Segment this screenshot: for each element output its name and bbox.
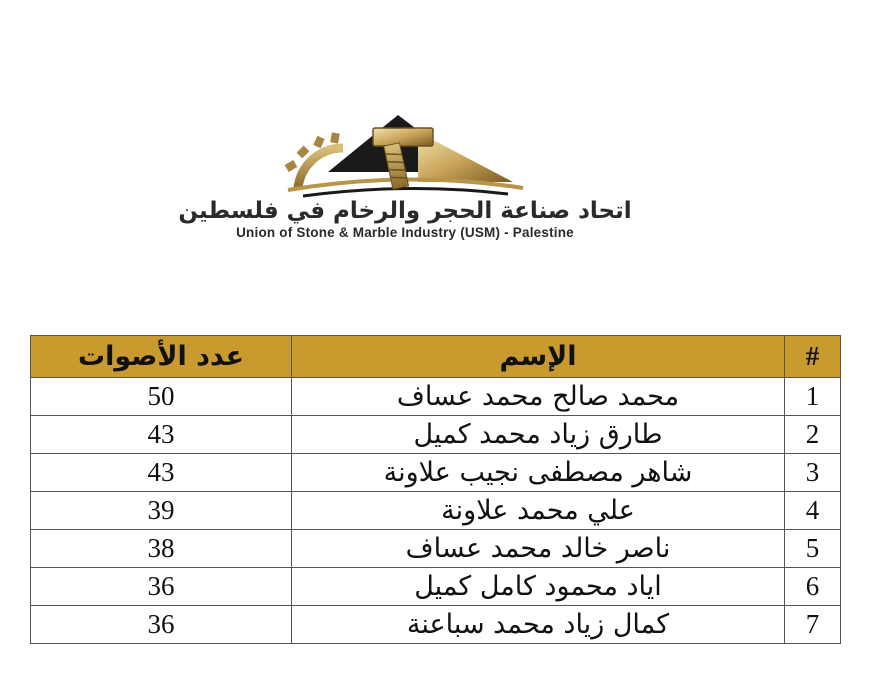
cell-votes: 39 bbox=[31, 492, 292, 530]
cell-votes: 36 bbox=[31, 568, 292, 606]
cell-votes: 43 bbox=[31, 416, 292, 454]
table-row bbox=[31, 530, 841, 568]
table-row bbox=[31, 492, 841, 530]
cell-name: علي محمد علاونة bbox=[292, 492, 785, 530]
cell-name: اياد محمود كامل كميل bbox=[292, 568, 785, 606]
cell-votes: 36 bbox=[31, 606, 292, 644]
cell-number: 3 bbox=[785, 454, 841, 492]
usm-logo bbox=[140, 110, 670, 245]
table-header-row bbox=[31, 336, 841, 378]
cell-number: 5 bbox=[785, 530, 841, 568]
cell-name: طارق زياد محمد كميل bbox=[292, 416, 785, 454]
header-number: # bbox=[785, 336, 841, 378]
cell-votes: 38 bbox=[31, 530, 292, 568]
cell-name: كمال زياد محمد سباعنة bbox=[292, 606, 785, 644]
stone-hammer-gear-logo-icon bbox=[268, 110, 538, 200]
cell-name: محمد صالح محمد عساف bbox=[292, 378, 785, 416]
table-row bbox=[31, 416, 841, 454]
cell-number: 4 bbox=[785, 492, 841, 530]
cell-votes: 50 bbox=[31, 378, 292, 416]
cell-number: 1 bbox=[785, 378, 841, 416]
cell-name: شاهر مصطفى نجيب علاونة bbox=[292, 454, 785, 492]
table-row bbox=[31, 378, 841, 416]
table-row bbox=[31, 606, 841, 644]
hammer-head bbox=[373, 128, 433, 146]
cell-number: 7 bbox=[785, 606, 841, 644]
table-row bbox=[31, 568, 841, 606]
logo-english-name: Union of Stone & Marble Industry (USM) - Palestine bbox=[236, 225, 574, 240]
header-votes: عدد الأصوات bbox=[31, 336, 292, 378]
header-name: الإسم bbox=[292, 336, 785, 378]
cell-name: ناصر خالد محمد عساف bbox=[292, 530, 785, 568]
cell-number: 6 bbox=[785, 568, 841, 606]
cell-number: 2 bbox=[785, 416, 841, 454]
cell-votes: 43 bbox=[31, 454, 292, 492]
table-row bbox=[31, 454, 841, 492]
logo-arabic-name: اتحاد صناعة الحجر والرخام في فلسطين bbox=[178, 198, 632, 224]
election-results-table bbox=[30, 335, 841, 644]
